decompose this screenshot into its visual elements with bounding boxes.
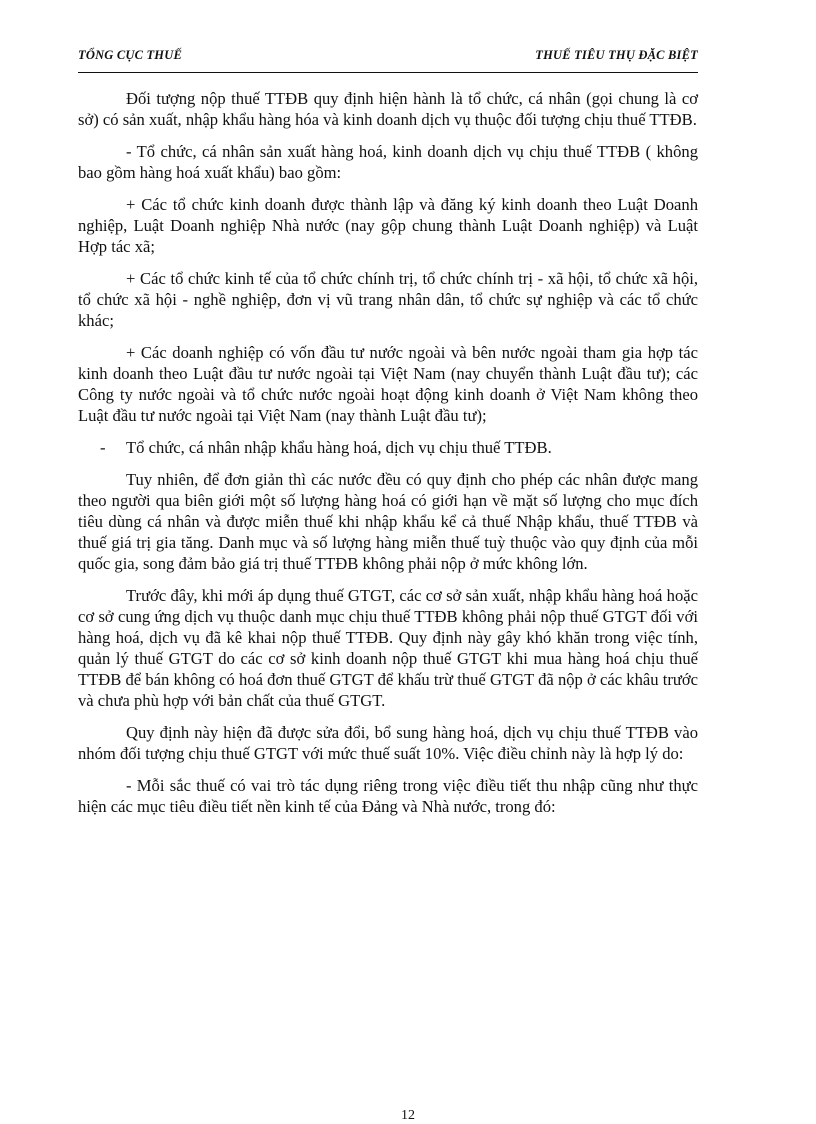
bullet-text: Tổ chức, cá nhân nhập khẩu hàng hoá, dịch vụ chịu thuế TTĐB. — [126, 438, 552, 457]
paragraph: - Tổ chức, cá nhân sản xuất hàng hoá, kinh doanh dịch vụ chịu thuế TTĐB ( không bao gồm hàng hoá xuất khẩu) bao gồm: — [78, 142, 698, 182]
paragraph: + Các doanh nghiệp có vốn đầu tư nước ngoài và bên nước ngoài tham gia hợp tác kinh doanh theo Luật đầu tư nước ngoài tại Việt Nam (nay chuyển thành Luật đầu tư); các Công ty nước ngoài và tổ chức nước ngoài hoạt động kinh doanh ở Việt Nam không theo Luật đầu tư nước ngoài tại Việt Nam (nay thành Luật đầu tư); — [78, 343, 698, 425]
header-right-title: THUẾ TIÊU THỤ ĐẶC BIỆT — [535, 48, 698, 62]
paragraph: Trước đây, khi mới áp dụng thuế GTGT, các cơ sở sản xuất, nhập khẩu hàng hoá hoặc cơ sở cung ứng dịch vụ thuộc danh mục chịu thuế TTĐB không phải nộp thuế GTGT đối với hàng hoá, dịch vụ đã kê khai nộp thuế TTĐB. Quy định này gây khó khăn trong việc tính, quản lý thuế GTGT do các cơ sở kinh doanh nộp thuế GTGT khi mua hàng hoá chịu thuế TTĐB để bán không có hoá đơn thuế GTGT để khấu trừ thuế GTGT đã nộp ở các khâu trước và chưa phù hợp với bản chất của thuế GTGT. — [78, 586, 698, 710]
bullet-dash: - — [100, 438, 106, 457]
paragraph: + Các tổ chức kinh tế của tổ chức chính trị, tổ chức chính trị - xã hội, tổ chức xã hội, tổ chức xã hội - nghề nghiệp, đơn vị vũ trang nhân dân, tổ chức sự nghiệp và các tổ chức khác; — [78, 269, 698, 330]
document-body — [78, 88, 698, 828]
bullet-item — [78, 437, 698, 458]
page-header — [78, 44, 698, 73]
paragraph: Tuy nhiên, để đơn giản thì các nước đều có quy định cho phép các nhân được mang theo người qua biên giới một số lượng hàng hoá có giới hạn về mặt số lượng cho mục đích tiêu dùng cá nhân và được miễn thuế khi nhập khẩu kể cả thuế Nhập khẩu, thuế TTĐB và thuế giá trị gia tăng. Danh mục và số lượng hàng miễn thuế tuỳ thuộc vào quy định của mỗi quốc gia, song đảm bảo giá trị thuế TTĐB không phải nộp ở mức không lớn. — [78, 470, 698, 573]
paragraph: Quy định này hiện đã được sửa đổi, bổ sung hàng hoá, dịch vụ chịu thuế TTĐB vào nhóm đối tượng chịu thuế GTGT với mức thuế suất 10%. Việc điều chỉnh này là hợp lý do: — [78, 723, 698, 763]
paragraph: Đối tượng nộp thuế TTĐB quy định hiện hành là tổ chức, cá nhân (gọi chung là cơ sở) có sản xuất, nhập khẩu hàng hóa và kinh doanh dịch vụ thuộc đối tượng chịu thuế TTĐB. — [78, 89, 698, 129]
paragraph: + Các tổ chức kinh doanh được thành lập và đăng ký kinh doanh theo Luật Doanh nghiệp, Luật Doanh nghiệp Nhà nước (nay gộp chung thành Luật Doanh nghiệp) và Luật Hợp tác xã; — [78, 195, 698, 256]
paragraph: - Mỗi sắc thuế có vai trò tác dụng riêng trong việc điều tiết thu nhập cũng như thực hiện các mục tiêu điều tiết nền kinh tế của Đảng và Nhà nước, trong đó: — [78, 776, 698, 816]
header-left-title: TỔNG CỤC THUẾ — [78, 48, 182, 62]
page-number: 12 — [401, 1108, 415, 1123]
